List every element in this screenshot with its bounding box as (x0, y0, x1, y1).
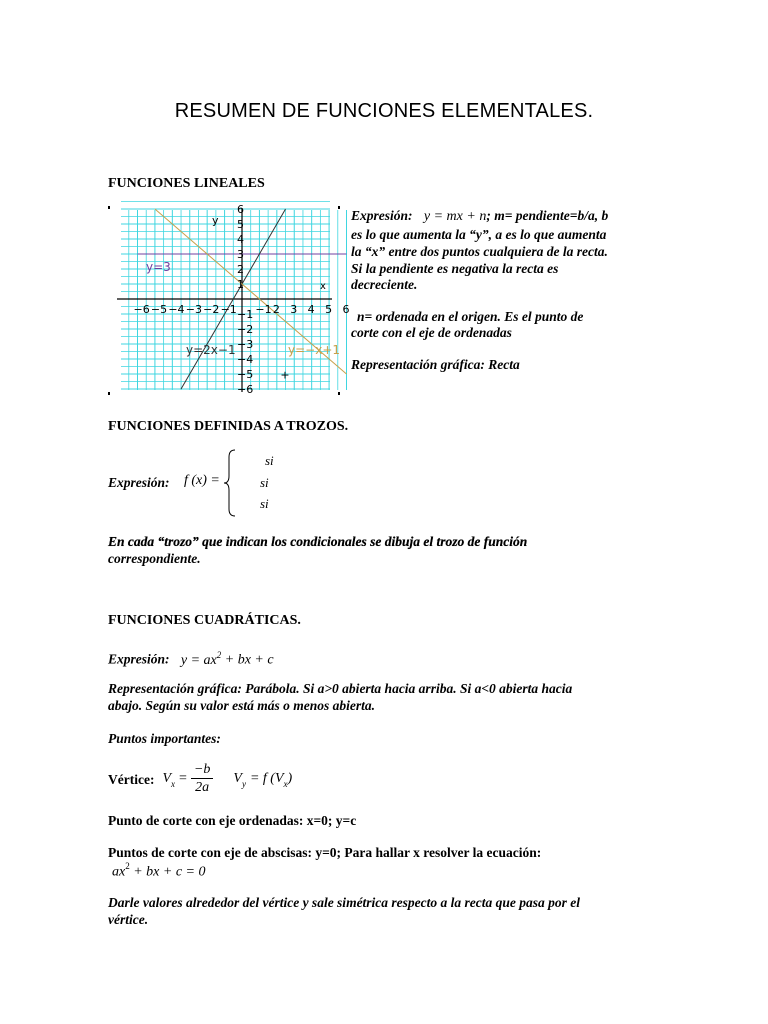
expr-formula: y = mx + n (423, 209, 487, 224)
corte-ordenadas: Punto de corte con eje ordenadas: x=0; y=c (108, 813, 357, 828)
vy-rhs: = f (V (249, 771, 284, 786)
vx-numerator: −b (191, 762, 213, 779)
vy-sub: y (241, 779, 246, 789)
ecuacion-cuadratica (112, 861, 206, 880)
vertice-formula: Vértice: V $_x$ = $\frac{-b}{2a}$ V $_y$ = f (V $_x$ ) (108, 761, 293, 795)
y-tick-label: 3 (237, 248, 244, 261)
cuad-repr-line1: Representación gráfica: Parábola. Si a>0 abierta hacia arriba. Si a<0 abierta hacia (108, 681, 573, 696)
section-heading-lineales: FUNCIONES LINEALES (108, 176, 265, 191)
lineales-repr: Representación gráfica: Recta (351, 357, 520, 372)
expr-label: Expresión: (351, 208, 413, 223)
cuad-expr-sup: 2 (216, 650, 222, 660)
trozo-condition-1: si (265, 453, 274, 468)
x-tick-label: −6 (133, 303, 150, 316)
cuadraticas-expression (108, 647, 274, 669)
y-tick-label: −1 (237, 308, 254, 321)
series-label-0: y=3 (146, 260, 171, 274)
x-tick-label: −5 (150, 303, 168, 316)
series-label-2: y=−x+1 (288, 343, 341, 357)
trozo-condition-2: si (260, 475, 269, 490)
x-tick-label: 4 (307, 303, 315, 316)
y-tick-label: −4 (237, 353, 254, 366)
darle-line2: vértice. (108, 912, 149, 927)
cuad-expr-b: + bx + c (221, 652, 274, 668)
x-tick-label: −1 (255, 303, 272, 316)
vx-denominator: 2a (195, 779, 210, 795)
corner-mark (108, 206, 110, 209)
lineales-line5: decreciente. (351, 277, 418, 292)
expr-tail: ; m= pendiente=b/a, b (486, 208, 609, 223)
eq-a: ax (112, 864, 126, 880)
y-tick-label: 1 (237, 278, 244, 291)
vy-rhs-sub: x (283, 779, 288, 789)
lineales-n-line2: corte con el eje de ordenadas (351, 325, 512, 340)
trozos-formula: f (x) = (184, 473, 220, 488)
corner-mark (338, 392, 340, 395)
corner-mark (108, 392, 110, 395)
x-tick-label: 5 (325, 303, 333, 316)
lineales-expression (351, 207, 651, 225)
x-tick-label: −1 (220, 303, 237, 316)
lineales-n-line1: n= ordenada en el origen. Es el punto de (357, 309, 584, 324)
cuad-repr-line2: abajo. Según su valor está más o menos abierta. (108, 698, 376, 713)
vy-lhs: V (233, 771, 242, 786)
y-tick-label: 6 (237, 203, 244, 216)
x-tick-label: −2 (203, 303, 220, 316)
y-tick-label: 2 (237, 263, 244, 276)
vx-sub: x (171, 779, 176, 789)
y-tick-label: −2 (237, 323, 254, 336)
eq-b: + bx + c = 0 (129, 864, 206, 880)
x-axis-label: x (320, 281, 326, 292)
x-tick-label: −3 (185, 303, 202, 316)
y-axis-label: y (212, 214, 219, 227)
cuad-expr-label: Expresión: (108, 651, 170, 667)
trozos-note-line2: correspondiente. (108, 551, 201, 566)
curly-brace (224, 449, 238, 517)
y-tick-label: −6 (237, 383, 254, 396)
y-tick-label: −5 (237, 368, 254, 381)
vx-fraction (191, 762, 213, 797)
vertice-label: Vértice: (108, 771, 155, 787)
darle-line1: Darle valores alrededor del vértice y sale simétrica respecto a la recta que pasa por el (108, 895, 581, 910)
corte-abscisas: Puntos de corte con eje de abscisas: y=0; Para hallar x resolver la ecuación: (108, 845, 542, 860)
trozos-expr-label: Expresión: (108, 475, 170, 490)
x-tick-label: −4 (168, 303, 185, 316)
lineales-line4: Si la pendiente es negativa la recta es (351, 261, 559, 276)
y-tick-label: 5 (237, 218, 244, 231)
linear-graph (108, 203, 350, 396)
plus-annotation: + (280, 368, 290, 382)
section-heading-cuadraticas: FUNCIONES CUADRÁTICAS. (108, 613, 301, 628)
section-heading-trozos: FUNCIONES DEFINIDAS A TROZOS. (108, 419, 349, 434)
corner-mark (338, 206, 340, 209)
trozos-note-line1: En cada “trozo” que indican los condicionales se dibuja el trozo de función (108, 534, 528, 549)
y-tick-label: −3 (237, 338, 254, 351)
eq-sup: 2 (125, 861, 130, 871)
x-tick-label: 2 (272, 303, 280, 316)
y-tick-label: 4 (237, 233, 244, 246)
puntos-importantes: Puntos importantes: (108, 731, 221, 746)
x-tick-label: 6 (342, 303, 350, 316)
lineales-line3: la “x” entre dos puntos cualquiera de la recta. (351, 244, 608, 259)
page-title: RESUMEN DE FUNCIONES ELEMENTALES. (174, 100, 594, 122)
cuad-expr-a: y = ax (180, 652, 217, 668)
linear-chart-svg (108, 203, 350, 396)
vx-lhs: V (162, 771, 172, 786)
vy-close: ) (287, 771, 293, 786)
series-label-1: y=2x−1 (186, 343, 236, 357)
lineales-line2: es lo que aumenta la “y”, a es lo que aumenta (351, 227, 607, 242)
trozo-condition-3: si (260, 496, 269, 511)
x-tick-label: 3 (290, 303, 298, 316)
